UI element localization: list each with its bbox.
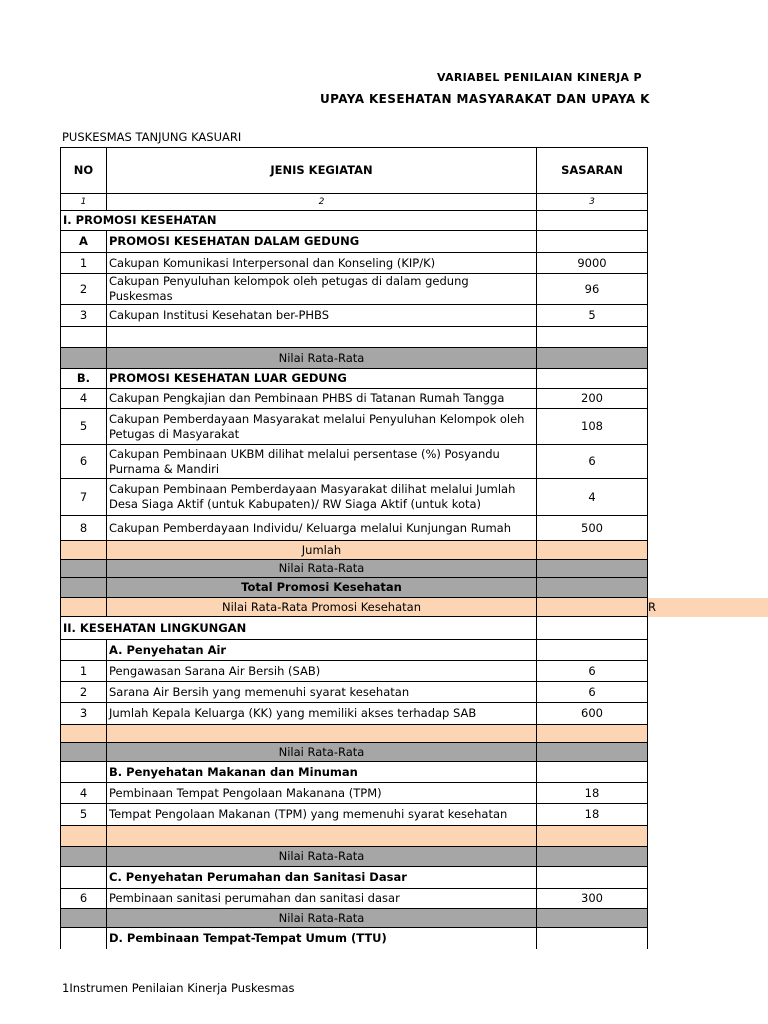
row-kegiatan: Pengawasan Sarana Air Bersih (SAB) (107, 661, 537, 682)
table-row (61, 682, 768, 703)
row-no: 4 (61, 389, 107, 409)
row-sasaran: 9000 (537, 253, 648, 274)
row-sasaran: 18 (537, 804, 648, 826)
subsection-title: C. Penyehatan Perumahan dan Sanitasi Dasar (107, 867, 537, 889)
jumlah-row (61, 725, 768, 743)
subsection-title: B. Penyehatan Makanan dan Minuman (107, 762, 537, 783)
document-title: VARIABEL PENILAIAN KINERJA P (437, 71, 642, 84)
row-kegiatan: Cakupan Pembinaan UKBM dilihat melalui persentase (%) Posyandu Purnama & Mandiri (107, 445, 537, 479)
row-no: 6 (61, 889, 107, 909)
document-subtitle: UPAYA KESEHATAN MASYARAKAT DAN UPAYA K (320, 92, 650, 106)
subsection-row (61, 640, 768, 661)
row-sasaran: 600 (537, 703, 648, 725)
subsection-row (61, 762, 768, 783)
row-kegiatan: Cakupan Pembinaan Pemberdayaan Masyarakat dilihat melalui Jumlah Desa Siaga Aktif (untuk Kabupaten)/ RW Siaga Aktif (untuk kota) (107, 479, 537, 516)
row-no: 5 (61, 804, 107, 826)
table-row (61, 479, 768, 516)
col-header-jenis: JENIS KEGIATAN (107, 148, 537, 194)
table-row (61, 804, 768, 826)
row-sasaran: 5 (537, 305, 648, 327)
jumlah-label: Jumlah (107, 541, 537, 560)
row-no: 1 (61, 253, 107, 274)
table-row (61, 274, 768, 305)
summary-row (61, 560, 768, 578)
row-sasaran: 18 (537, 783, 648, 804)
row-kegiatan: Sarana Air Bersih yang memenuhi syarat kesehatan (107, 682, 537, 703)
section-title-promosi: I. PROMOSI KESEHATAN (61, 211, 537, 231)
table-row (61, 661, 768, 682)
summary-row (61, 909, 768, 928)
subsection-row (61, 369, 768, 389)
row-no: 5 (61, 409, 107, 445)
subsection-title: PROMOSI KESEHATAN LUAR GEDUNG (107, 369, 537, 389)
summary-row (61, 743, 768, 762)
row-sasaran: 300 (537, 889, 648, 909)
nilai-promkes-row (61, 598, 768, 617)
table-row (61, 889, 768, 909)
subsection-code: A (61, 231, 107, 253)
row-kegiatan: Cakupan Penyuluhan kelompok oleh petugas di dalam gedung Puskesmas (107, 274, 537, 305)
column-index-row (61, 194, 768, 211)
subsection-code: B. (61, 369, 107, 389)
assessment-table (60, 147, 768, 949)
row-no: 3 (61, 703, 107, 725)
summary-row (61, 847, 768, 867)
nilai-rata-label: Nilai Rata-Rata (107, 348, 537, 369)
table-row (61, 783, 768, 804)
row-kegiatan: Jumlah Kepala Keluarga (KK) yang memiliki akses terhadap SAB (107, 703, 537, 725)
row-kegiatan: Cakupan Komunikasi Interpersonal dan Konseling (KIP/K) (107, 253, 537, 274)
table-row (61, 253, 768, 274)
section-row (61, 211, 768, 231)
col-header-sasaran: SASARAN (537, 148, 648, 194)
table-header-row (61, 148, 768, 194)
row-sasaran: 500 (537, 516, 648, 541)
table-row (61, 445, 768, 479)
subsection-title: A. Penyehatan Air (107, 640, 537, 661)
col-index-sasaran: 3 (537, 194, 648, 211)
section-row (61, 617, 768, 640)
subsection-row (61, 867, 768, 889)
row-sasaran: 6 (537, 661, 648, 682)
summary-row (61, 348, 768, 369)
row-sasaran: 6 (537, 445, 648, 479)
row-no: 3 (61, 305, 107, 327)
col-index-no: 1 (61, 194, 107, 211)
nilai-rata-label: Nilai Rata-Rata (107, 560, 537, 578)
row-kegiatan: Cakupan Institusi Kesehatan ber-PHBS (107, 305, 537, 327)
table-row (61, 389, 768, 409)
row-kegiatan: Cakupan Pemberdayaan Individu/ Keluarga melalui Kunjungan Rumah (107, 516, 537, 541)
subsection-title: D. Pembinaan Tempat-Tempat Umum (TTU) (107, 928, 537, 950)
nilai-rata-label: Nilai Rata-Rata (107, 743, 537, 762)
row-no: 7 (61, 479, 107, 516)
row-sasaran: 96 (537, 274, 648, 305)
subsection-row (61, 231, 768, 253)
row-kegiatan: Pembinaan sanitasi perumahan dan sanitasi dasar (107, 889, 537, 909)
table-row (61, 703, 768, 725)
col-index-jenis: 2 (107, 194, 537, 211)
subsection-row (61, 928, 768, 950)
table-row (61, 409, 768, 445)
overflow-letter: R (648, 598, 768, 617)
assessment-table-container (60, 147, 768, 949)
table-row (61, 305, 768, 327)
jumlah-row (61, 541, 768, 560)
row-sasaran: 108 (537, 409, 648, 445)
empty-row (61, 327, 768, 348)
row-no: 2 (61, 274, 107, 305)
row-kegiatan: Cakupan Pemberdayaan Masyarakat melalui Penyuluhan Kelompok oleh Petugas di Masyarakat (107, 409, 537, 445)
row-sasaran: 6 (537, 682, 648, 703)
total-row (61, 578, 768, 598)
total-promosi-label: Total Promosi Kesehatan (107, 578, 537, 598)
nilai-promkes-label: Nilai Rata-Rata Promosi Kesehatan (107, 598, 537, 617)
table-row (61, 516, 768, 541)
row-no: 6 (61, 445, 107, 479)
nilai-rata-label: Nilai Rata-Rata (107, 909, 537, 928)
subsection-title: PROMOSI KESEHATAN DALAM GEDUNG (107, 231, 537, 253)
row-kegiatan: Tempat Pengolaan Makanan (TPM) yang memenuhi syarat kesehatan (107, 804, 537, 826)
row-no: 2 (61, 682, 107, 703)
nilai-rata-label: Nilai Rata-Rata (107, 847, 537, 867)
row-no: 4 (61, 783, 107, 804)
row-kegiatan: Cakupan Pengkajian dan Pembinaan PHBS di Tatanan Rumah Tangga (107, 389, 537, 409)
row-no: 8 (61, 516, 107, 541)
row-kegiatan: Pembinaan Tempat Pengolaan Makanana (TPM) (107, 783, 537, 804)
puskesmas-name: PUSKESMAS TANJUNG KASUARI (62, 130, 242, 144)
row-sasaran: 4 (537, 479, 648, 516)
col-header-no: NO (61, 148, 107, 194)
page-footer: 1Instrumen Penilaian Kinerja Puskesmas (62, 981, 295, 995)
jumlah-row (61, 826, 768, 847)
row-sasaran: 200 (537, 389, 648, 409)
row-no: 1 (61, 661, 107, 682)
section-title-kesling: II. KESEHATAN LINGKUNGAN (61, 617, 537, 640)
